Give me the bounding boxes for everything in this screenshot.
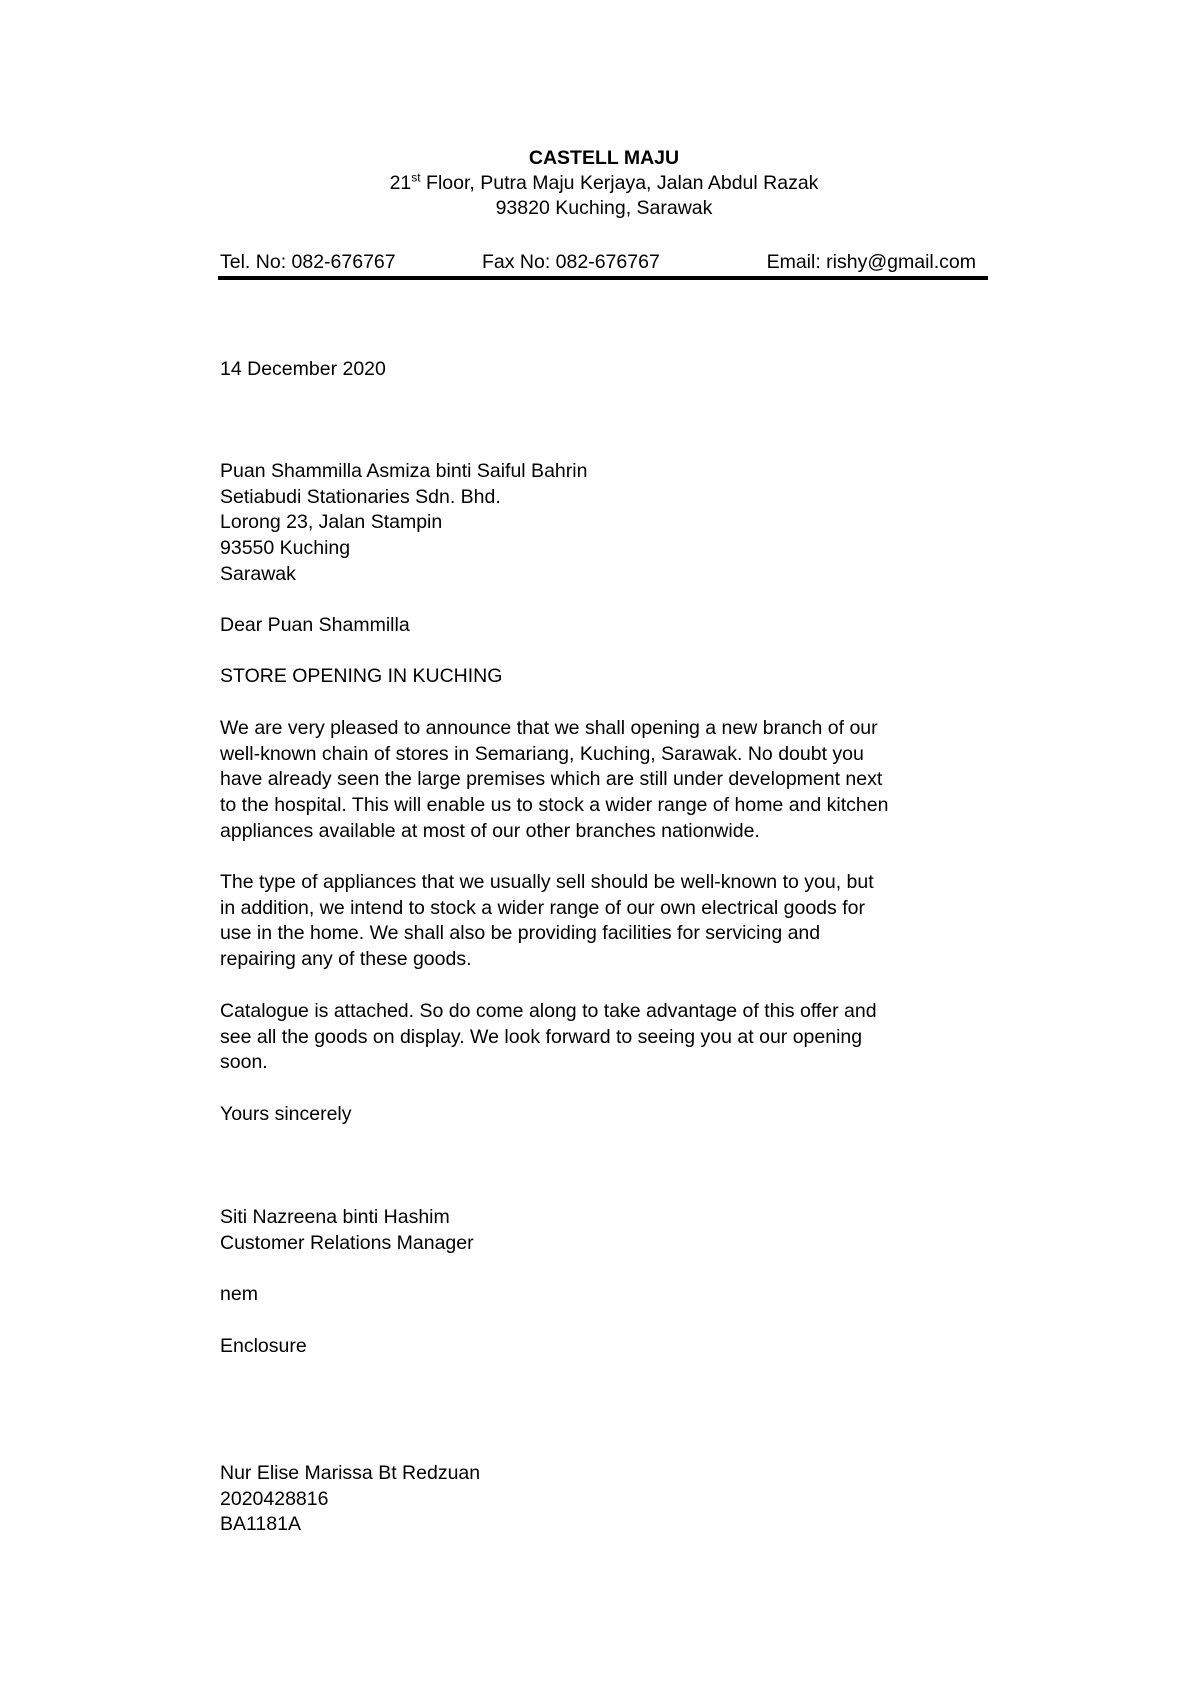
paragraph-line: in addition, we intend to stock a wider range of our own electrical goods for bbox=[220, 896, 865, 919]
recipient-line: Puan Shammilla Asmiza binti Saiful Bahrin bbox=[220, 460, 588, 482]
paragraph-line: to the hospital. This will enable us to stock a wider range of home and kitchen bbox=[220, 794, 889, 817]
address-street: Floor, Putra Maju Kerjaya, Jalan Abdul Razak bbox=[420, 172, 819, 194]
paragraph-line: soon. bbox=[220, 1051, 268, 1074]
letterhead-divider bbox=[218, 276, 988, 280]
paragraph-line: repairing any of these goods. bbox=[220, 948, 472, 971]
paragraph-line: appliances available at most of our other branches nationwide. bbox=[220, 819, 760, 842]
body-paragraph-2 bbox=[220, 870, 990, 973]
signatory-name: Siti Nazreena binti Hashim bbox=[220, 1206, 450, 1228]
student-id: 2020428816 bbox=[220, 1487, 329, 1510]
fax-number: Fax No: 082-676767 bbox=[482, 251, 660, 273]
student-details bbox=[220, 1461, 990, 1538]
signature-block bbox=[220, 1205, 990, 1256]
student-class: BA1181A bbox=[220, 1513, 301, 1536]
recipient-line: 93550 Kuching bbox=[220, 537, 351, 560]
signatory-title: Customer Relations Manager bbox=[220, 1231, 474, 1254]
letter-subject: STORE OPENING IN KUCHING bbox=[220, 665, 503, 687]
student-name: Nur Elise Marissa Bt Redzuan bbox=[220, 1462, 481, 1484]
email-address: Email: rishy@gmail.com bbox=[766, 251, 976, 273]
telephone-number: Tel. No: 082-676767 bbox=[220, 251, 396, 273]
recipient-address bbox=[220, 459, 990, 588]
contact-row bbox=[220, 250, 988, 275]
recipient-line: Lorong 23, Jalan Stampin bbox=[220, 511, 443, 534]
paragraph-line: use in the home. We shall also be providing facilities for servicing and bbox=[220, 922, 821, 945]
company-address-line1 bbox=[220, 171, 988, 196]
letter-date: 14 December 2020 bbox=[220, 358, 386, 380]
paragraph-line: see all the goods on display. We look forward to seeing you at our opening bbox=[220, 1025, 863, 1048]
address-floor-number: 21 bbox=[389, 172, 412, 194]
paragraph-line: have already seen the large premises which are still under development next bbox=[220, 768, 883, 791]
complimentary-close: Yours sincerely bbox=[220, 1103, 352, 1125]
reference-initials: nem bbox=[220, 1283, 258, 1305]
body-paragraph-1 bbox=[220, 716, 990, 845]
paragraph-line: The type of appliances that we usually sell should be well-known to you, but bbox=[220, 871, 874, 893]
paragraph-line: well-known chain of stores in Semariang, Kuching, Sarawak. No doubt you bbox=[220, 742, 864, 765]
body-paragraph-3 bbox=[220, 999, 990, 1076]
paragraph-line: Catalogue is attached. So do come along to take advantage of this offer and bbox=[220, 1000, 877, 1022]
company-address-line2: 93820 Kuching, Sarawak bbox=[495, 197, 713, 219]
recipient-line: Setiabudi Stationaries Sdn. Bhd. bbox=[220, 485, 501, 508]
company-name: CASTELL MAJU bbox=[528, 147, 680, 169]
paragraph-line: We are very pleased to announce that we shall opening a new branch of our bbox=[220, 717, 878, 739]
recipient-line: Sarawak bbox=[220, 562, 296, 585]
letterhead bbox=[220, 146, 988, 221]
enclosure-note: Enclosure bbox=[220, 1335, 307, 1357]
address-floor-suffix: st bbox=[411, 170, 421, 185]
salutation: Dear Puan Shammilla bbox=[220, 614, 410, 636]
